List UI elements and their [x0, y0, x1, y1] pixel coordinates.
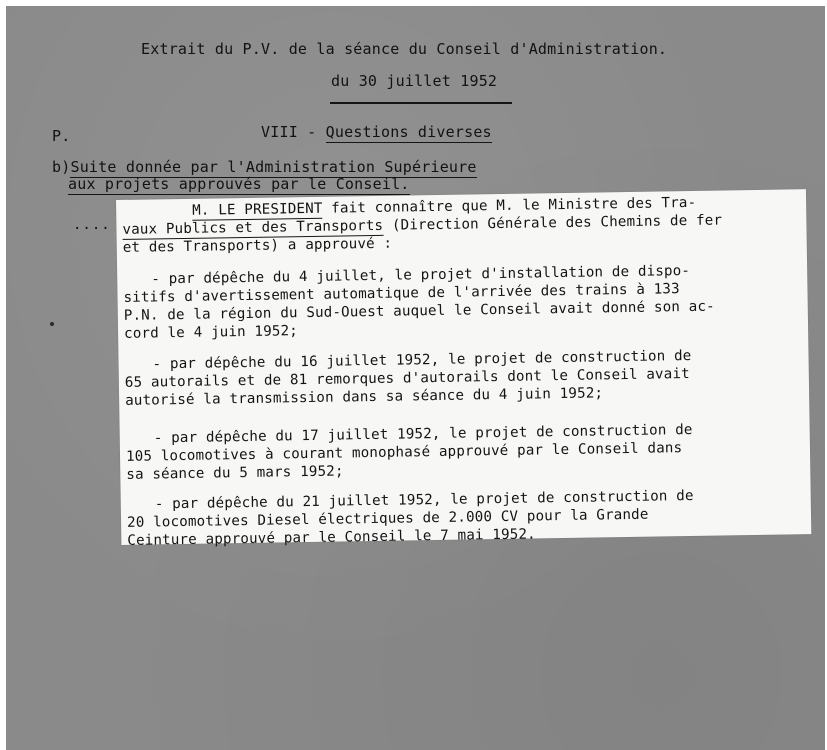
intro-line-1-text: fait connaître que M. le Ministre des Tra-	[322, 194, 697, 217]
speaker-name: M. LE PRESIDENT	[192, 200, 323, 219]
item-4-line-1: - par dépêche du 21 juillet 1952, le projet de construction de	[154, 487, 694, 513]
item-3-line-2: 105 locomotives à courant monophasé approuvé par le Conseil dans	[125, 440, 683, 465]
item-2-line-2: 65 autorails et de 81 remorques d'autorails dont le Conseil avait	[124, 366, 690, 391]
item-1-line-2: sitifs d'avertissement automatique de l'arrivée des trains à 133	[123, 281, 680, 306]
item-4-line-3: Ceinture approuvé par le Conseil le 7 mai 1952.	[127, 526, 536, 549]
item-3-line-3: sa séance du 5 mars 1952;	[126, 463, 344, 483]
document-title: Extrait du P.V. de la séance du Conseil d'Administration.	[141, 40, 668, 58]
intro-direction: (Direction Générale des Chemins de fer	[383, 212, 723, 234]
item-1-line-3: P.N. de la région du Sud-Ouest auquel le Conseil avait donné son ac-	[123, 298, 715, 324]
section-heading	[261, 123, 492, 141]
subject-text-1: Suite donnée par l'Administration Supérieure	[70, 158, 477, 176]
item-1-line-1: - par dépêche du 4 juillet, le projet d'installation de dispo-	[151, 262, 691, 288]
subject-text-2: aux projets approuvés par le Conseil.	[68, 175, 410, 193]
paper-sheet	[6, 6, 825, 750]
item-2-line-1: - par dépêche du 16 juillet 1952, le projet de construction de	[152, 347, 692, 373]
subject-line-1	[52, 158, 477, 176]
section-title: Questions diverses	[325, 123, 492, 141]
item-4-line-2: 20 locomotives Diesel électriques de 2.000 CV pour la Grande	[126, 506, 649, 531]
item-1-line-4: cord le 4 juin 1952;	[123, 323, 299, 342]
pasted-paper-slip	[116, 189, 811, 549]
margin-mark	[50, 322, 54, 326]
subject-line-2	[68, 175, 410, 193]
item-3-line-1: - par dépêche du 17 juillet 1952, le projet de construction de	[153, 421, 693, 447]
date-underline-rule	[330, 102, 512, 104]
item-2-line-3: autorisé la transmission dans sa séance du 4 juin 1952;	[125, 385, 604, 409]
document-date: du 30 juillet 1952	[331, 72, 498, 90]
section-number: VIII -	[261, 123, 326, 141]
intro-line-3: et des Transports) a approuvé :	[122, 235, 393, 256]
leader-dots: ....	[73, 217, 111, 233]
intro-ministry: vaux Publics et des Transports	[122, 217, 384, 238]
reference-letter: P.	[52, 127, 71, 145]
subject-prefix: b)	[52, 158, 71, 176]
